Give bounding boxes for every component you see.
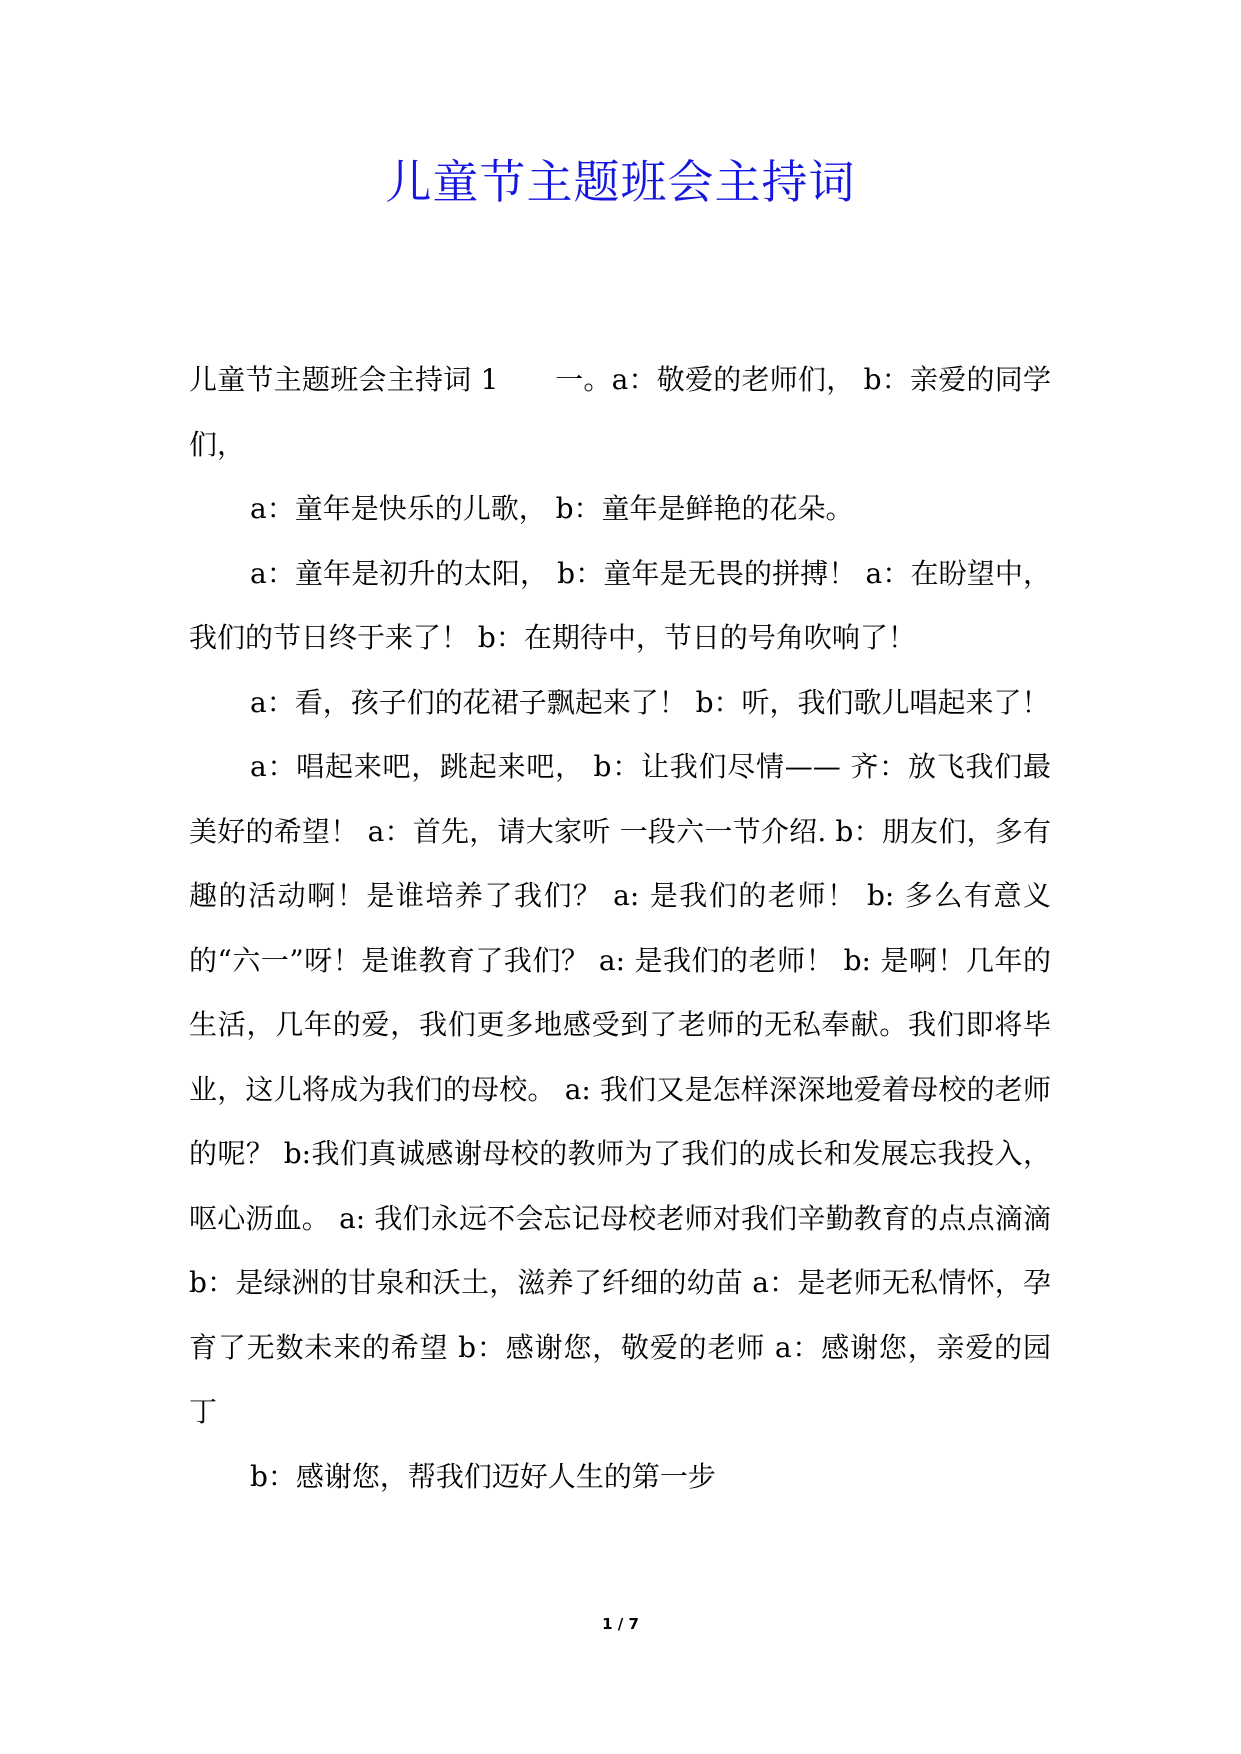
document-body <box>189 348 1051 1509</box>
paragraph-5: a：唱起来吧，跳起来吧， b：让我们尽情—— 齐：放飞我们最美好的希望！ a：首先，请大家听 一段六一节介绍. b：朋友们，多有趣的活动啊！是谁培养了我们？ a: 是我们的老师！ b: 多么有意义的“六一”呀！是谁教育了我们？ a: 是我们的老师！ b: 是啊！几年的生活，几年的爱，我们更多地感受到了老师的无私奉献。我们即将毕业，这儿将成为我们的母校。 a: 我们又是怎样深深地爱着母校的老师的呢？ b:我们真诚感谢母校的教师为了我们的成长和发展忘我投入，呕心沥血。 a: 我们永远不会忘记母校老师对我们辛勤教育的点点滴滴 b：是绿洲的甘泉和沃土，滋养了纤细的幼苗 a：是老师无私情怀，孕育了无数未来的希望 b：感谢您，敬爱的老师 a：感谢您，亲爱的园丁 <box>189 750 1051 1428</box>
paragraph-2: a：童年是快乐的儿歌， b：童年是鲜艳的花朵。 <box>250 492 854 525</box>
paragraph-4: a：看，孩子们的花裙子飘起来了！ b：听，我们歌儿唱起来了！ <box>250 685 1050 719</box>
document-title: 儿童节主题班会主持词 <box>385 155 856 209</box>
paragraph-1: 儿童节主题班会主持词 1 一。a：敬爱的老师们， b：亲爱的同学们， <box>189 363 1051 461</box>
paragraph-6: b：感谢您，帮我们迈好人生的第一步 <box>250 1459 716 1493</box>
page-number: 1 / 7 <box>602 1615 639 1633</box>
paragraph-3: a：童年是初升的太阳， b：童年是无畏的拼搏！ a：在盼望中，我们的节日终于来了！ b：在期待中，节日的号角吹响了！ <box>189 556 1051 654</box>
